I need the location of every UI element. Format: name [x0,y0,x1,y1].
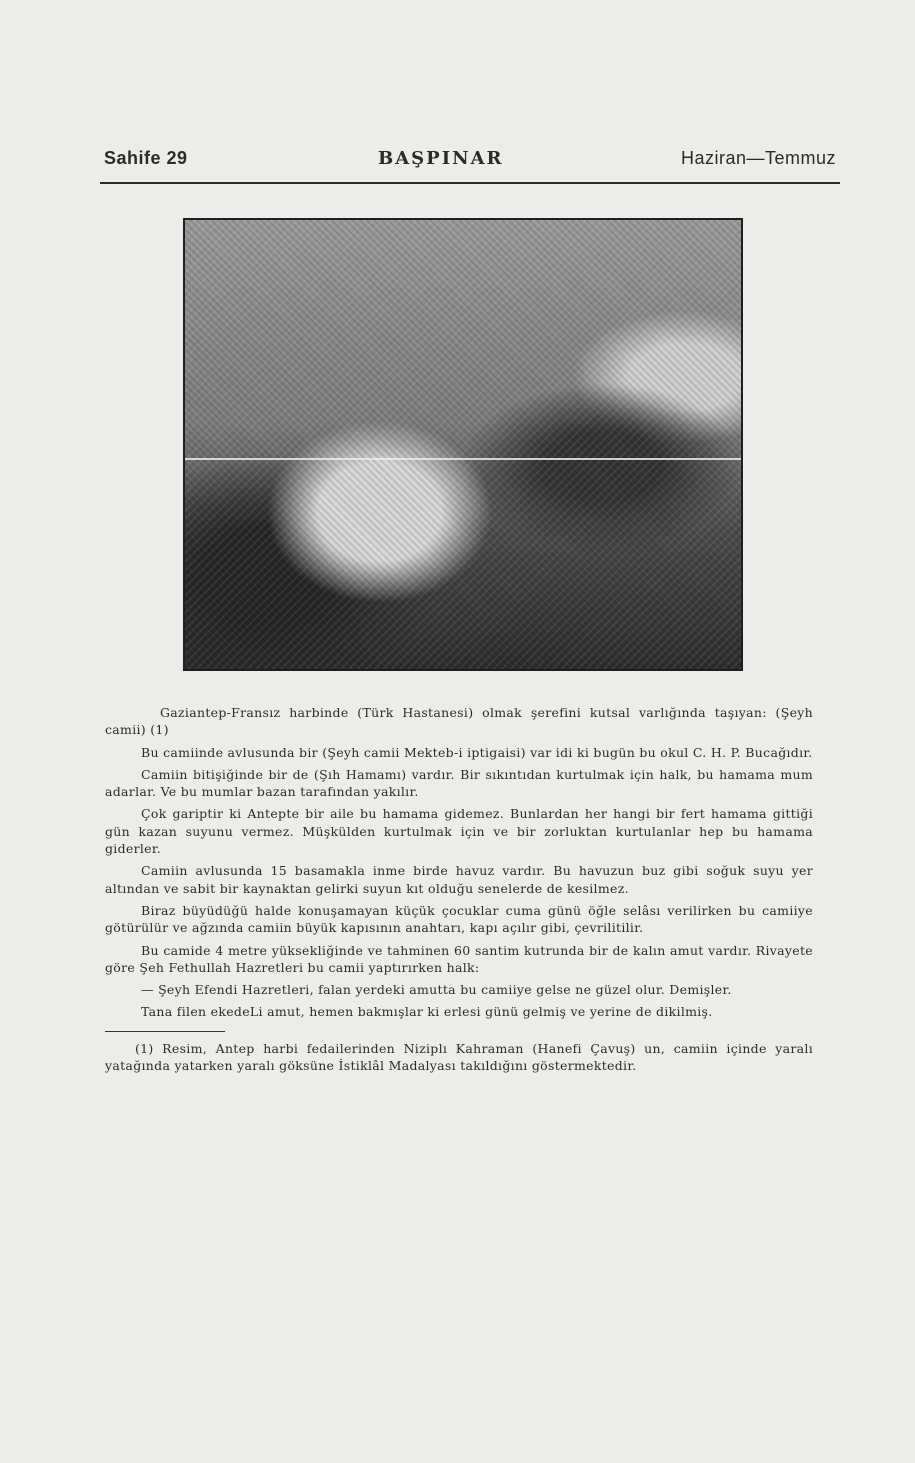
photo-scratch-line [185,458,741,460]
footnote: (1) Resim, Antep harbi fedailerinden Niziplı Kahraman (Hanefi Çavuş) un, camiin içinde yaralı yatağında yatarken yaralı göksüne İstiklâl Madalyası takıldığını göstermektedir. [105,1040,813,1074]
article-body [105,704,813,1079]
paragraph: Bu camide 4 metre yüksekliğinde ve tahminen 60 santim kutrunda bir de kalın amut vardır. Rivayete göre Şeh Fethullah Hazretleri bu camii yaptırırken halk: [105,942,813,975]
paragraph: — Şeyh Efendi Hazretleri, falan yerdeki amutta bu camiiye gelse ne güzel olur. Demişler. [141,982,732,998]
issue-date: Haziran—Temmuz [680,148,836,168]
paragraph: Camiin avlusunda 15 basamakla inme birde havuz vardır. Bu havuzun buz gibi soğuk suyu yer altından ve sabit bir kaynaktan gelirki suyun kıt olduğu senelerde de kesilmez. [105,863,813,896]
journal-title: BAŞPINAR [378,148,504,169]
paragraph: Tana filen ekedeLi amut, hemen bakmışlar ki erlesi günü gelmiş ve yerine de dikilmiş. [141,1004,713,1020]
paragraph: Camiin bitişiğinde bir de (Şıh Hamamı) vardır. Bir sıkıntıdan kurtulmak için halk, bu hamama mum adarlar. Ve bu mumlar bazan tarafından yakılır. [105,766,813,800]
footnote-rule [105,1031,225,1032]
paragraph: Biraz büyüdüğü halde konuşamayan küçük çocuklar cuma günü öğle selâsı verilirken bu camiiye götürülür ve ağzında camiin büyük kapısının anahtarı, kapı açılır gibi, çevrilitilir. [105,902,813,936]
paragraph: Gaziantep-Fransız harbinde (Türk Hastanesi) olmak şerefini kutsal varlığında taşıyan: (Şeyh camii) (1) [105,705,813,738]
paragraph: Bu camiinde avlusunda bir (Şeyh camii Mekteb-i iptigaisi) var idi ki bugün bu okul C. H. P. Bucağıdır. [141,744,813,760]
page-header [100,148,840,184]
paragraph: Çok gariptir ki Antepte bir aile bu hamama gidemez. Bunlardan her hangi bir fert hamama gittiği gün kazan suyunu vermez. Müşkülden kurtulmak için ve bir zorluktan kurtulanlar hep bu hamama giderler. [105,806,813,857]
page-number: Sahife 29 [104,148,188,168]
photo-grain [185,220,741,669]
historical-photograph [183,218,743,671]
